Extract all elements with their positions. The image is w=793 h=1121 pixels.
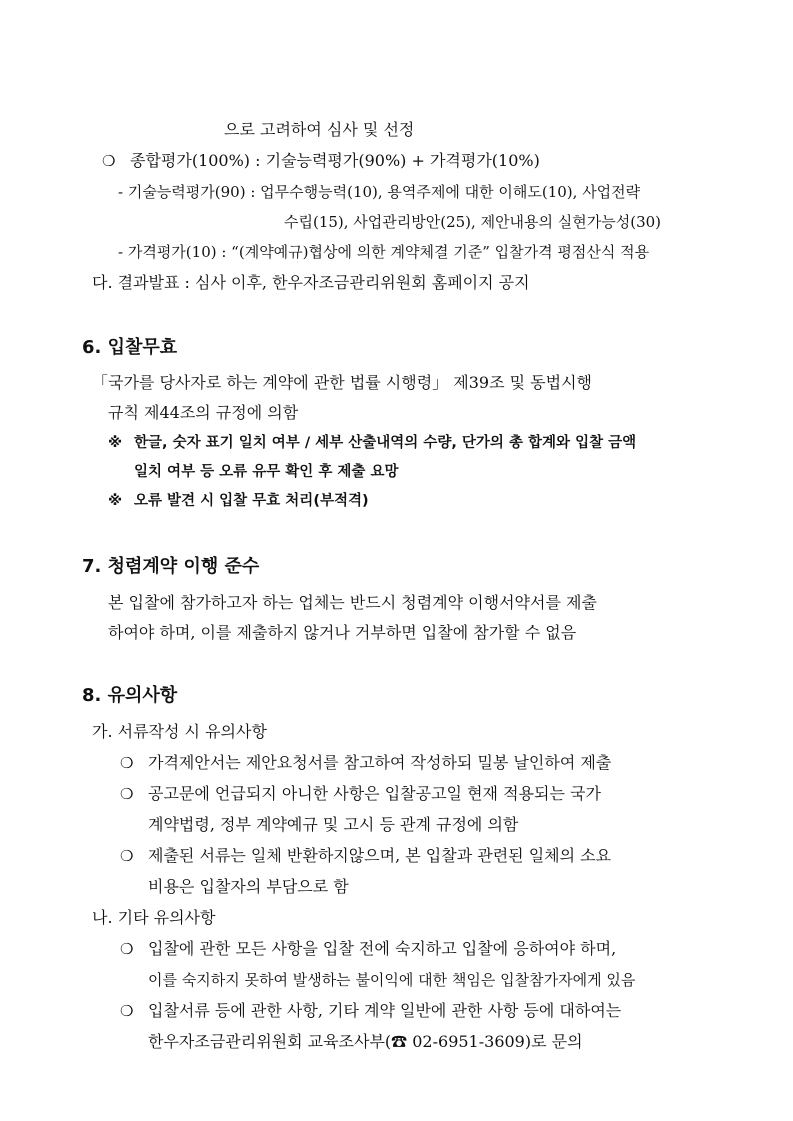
circle-bullet-icon: ❍ <box>120 940 134 958</box>
s8-a-item-3: ❍ 제출된 서류는 일체 반환하지않으며, 본 입찰과 관련된 일체의 소요 <box>120 846 612 865</box>
s6-line-1: 「국가를 당사자로 하는 계약에 관한 법률 시행령」 제39조 및 동법시행 <box>92 373 592 392</box>
s8-a-item-3-cont: 비용은 입찰자의 부담으로 함 <box>148 877 349 896</box>
s8-b-item-1: ❍ 입찰에 관한 모든 사항을 입찰 전에 숙지하고 입찰에 응하여야 하며, <box>120 939 617 958</box>
s8-b-item-2-cont: 한우자조금관리위원회 교육조사부(☎ 02-6951-3609)로 문의 <box>148 1032 583 1051</box>
circle-bullet-icon: ❍ <box>120 754 134 772</box>
s6-note-2: ※ 오류 발견 시 입찰 무효 처리(부적격) <box>108 490 369 512</box>
circle-bullet-icon: ❍ <box>120 785 134 803</box>
s8-b-item-1-cont: 이를 숙지하지 못하여 발생하는 불이익에 대한 책임은 입찰참가자에게 있음 <box>148 971 636 989</box>
s8-subsection-b: 나. 기타 유의사항 <box>92 908 216 927</box>
section-8-title: 8. 유의사항 <box>82 685 178 706</box>
s8-a-item-1: ❍ 가격제안서는 제안요청서를 참고하여 작성하되 밀봉 날인하여 제출 <box>120 753 612 772</box>
circle-bullet-icon: ❍ <box>120 1002 134 1020</box>
s7-line-2: 하여야 하며, 이를 제출하지 않거나 거부하면 입찰에 참가할 수 없음 <box>108 623 577 642</box>
s6-line-2: 규칙 제44조의 규정에 의함 <box>108 403 299 422</box>
section-7-title: 7. 청렴계약 이행 준수 <box>82 556 260 577</box>
s5-line-2: ❍ 종합평가(100%) : 기술능력평가(90%) + 가격평가(10%) <box>102 151 540 170</box>
circle-bullet-icon: ❍ <box>120 847 134 865</box>
s6-note-1-cont: 일치 여부 등 오류 유무 확인 후 제출 요망 <box>134 464 399 480</box>
circle-bullet-icon: ❍ <box>102 152 116 170</box>
s8-b-item-2: ❍ 입찰서류 등에 관한 사항, 기타 계약 일반에 관한 사항 등에 대하여는 <box>120 1001 622 1020</box>
note-mark-icon: ※ <box>108 435 123 451</box>
section-6-title: 6. 입찰무효 <box>82 337 178 358</box>
s8-a-item-2: ❍ 공고문에 언급되지 아니한 사항은 입찰공고일 현재 적용되는 국가 <box>120 784 601 803</box>
s8-subsection-a: 가. 서류작성 시 유의사항 <box>92 722 267 741</box>
s8-a-item-2-cont: 계약법령, 정부 계약예규 및 고시 등 관계 규정에 의함 <box>148 815 519 834</box>
s7-line-1: 본 입찰에 참가하고자 하는 업체는 반드시 청렴계약 이행서약서를 제출 <box>108 593 597 612</box>
s5-result-line: 다. 결과발표 : 심사 이후, 한우자조금관리위원회 홈페이지 공지 <box>92 273 530 292</box>
s6-note-1: ※ 한글, 숫자 표기 일치 여부 / 세부 산출내역의 수량, 단가의 총 합계와 입찰 금액 <box>108 432 636 454</box>
s5-line-4: 수립(15), 사업관리방안(25), 제안내용의 실현가능성(30) <box>284 213 662 231</box>
s5-line-1: 으로 고려하여 심사 및 선정 <box>224 120 415 139</box>
s5-line-3: - 기술능력평가(90) : 업무수행능력(10), 용역주제에 대한 이해도(10), 사업전략 <box>118 183 641 201</box>
note-mark-icon: ※ <box>108 493 123 509</box>
s5-line-5: - 가격평가(10) : “(계약예규)협상에 의한 계약체결 기준” 입찰가격 평점산식 적용 <box>118 243 650 261</box>
